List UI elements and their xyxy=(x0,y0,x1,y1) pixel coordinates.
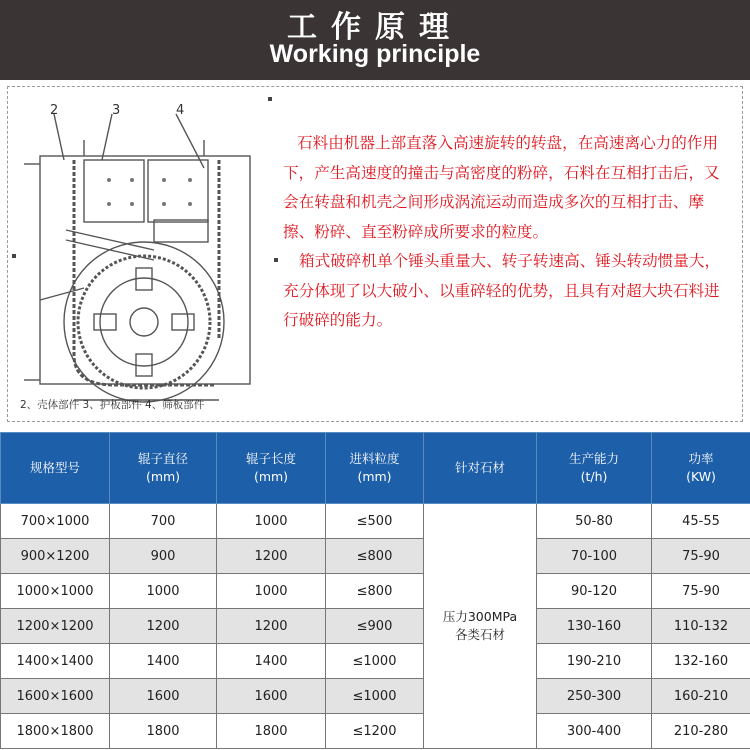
frame-mark xyxy=(274,258,278,262)
description-paragraph-2: 箱式破碎机单个锤头重量大、转子转速高、锤头转动惯量大，充分体现了以大破小、以重碎轻的优势，且具有对超大块石料进行破碎的能力。 xyxy=(283,252,721,329)
table-row xyxy=(1,644,750,679)
header-power: 功率 (KW) xyxy=(652,433,750,504)
cell-diameter: 1000 xyxy=(110,574,217,609)
cell-diameter: 700 xyxy=(110,504,217,539)
header-feed-size: 进料粒度 (mm) xyxy=(326,433,424,504)
cell-power: 45-55 xyxy=(652,504,750,539)
cell-target-stone: 压力300MPa 各类石材 xyxy=(424,504,537,749)
cell-power: 110-132 xyxy=(652,609,750,644)
header-target-stone: 针对石材 xyxy=(424,433,537,504)
cell-power: 210-280 xyxy=(652,714,750,749)
cell-feed: ≤800 xyxy=(326,574,424,609)
diagram-caption: 2、壳体部件 3、护板部件 4、筛板部件 xyxy=(20,399,205,411)
crusher-diagram xyxy=(14,100,262,415)
table-header-row xyxy=(1,433,750,504)
header-model: 规格型号 xyxy=(1,433,110,504)
cell-model: 1400×1400 xyxy=(1,644,110,679)
page-header xyxy=(0,0,750,80)
table-row xyxy=(1,679,750,714)
table-row xyxy=(1,504,750,539)
cell-diameter: 900 xyxy=(110,539,217,574)
cell-model: 1200×1200 xyxy=(1,609,110,644)
cell-feed: ≤800 xyxy=(326,539,424,574)
header-roller-diameter: 辊子直径 (mm) xyxy=(110,433,217,504)
cell-length: 1600 xyxy=(217,679,326,714)
cell-feed: ≤1200 xyxy=(326,714,424,749)
cell-capacity: 130-160 xyxy=(537,609,652,644)
cell-power: 132-160 xyxy=(652,644,750,679)
cell-power: 75-90 xyxy=(652,539,750,574)
table-row xyxy=(1,714,750,749)
cell-capacity: 70-100 xyxy=(537,539,652,574)
callout-4: 4 xyxy=(176,103,185,118)
callout-2: 2 xyxy=(50,103,59,118)
cell-diameter: 1400 xyxy=(110,644,217,679)
header-capacity: 生产能力 (t/h) xyxy=(537,433,652,504)
cell-diameter: 1200 xyxy=(110,609,217,644)
cell-model: 1800×1800 xyxy=(1,714,110,749)
cell-capacity: 190-210 xyxy=(537,644,652,679)
cell-power: 160-210 xyxy=(652,679,750,714)
cell-capacity: 50-80 xyxy=(537,504,652,539)
cell-feed: ≤1000 xyxy=(326,644,424,679)
title-english: Working principle xyxy=(269,40,481,68)
cell-length: 1800 xyxy=(217,714,326,749)
cell-length: 1400 xyxy=(217,644,326,679)
table-row xyxy=(1,539,750,574)
cell-feed: ≤500 xyxy=(326,504,424,539)
header-roller-length: 辊子长度 (mm) xyxy=(217,433,326,504)
callout-3: 3 xyxy=(112,103,121,118)
cell-model: 1000×1000 xyxy=(1,574,110,609)
cell-length: 1200 xyxy=(217,609,326,644)
cell-model: 900×1200 xyxy=(1,539,110,574)
description-paragraph-1: 石料由机器上部直落入高速旋转的转盘，在高速离心力的作用下，产生高速度的撞击与高密度的粉碎，石料在互相打击后，又会在转盘和机壳之间形成涡流运动而造成多次的互相打击、摩擦、粉碎、直至粉碎成所要求的粒度。 xyxy=(283,134,720,241)
specification-table xyxy=(0,432,750,749)
cell-feed: ≤1000 xyxy=(326,679,424,714)
cell-capacity: 300-400 xyxy=(537,714,652,749)
cell-capacity: 250-300 xyxy=(537,679,652,714)
cell-diameter: 1800 xyxy=(110,714,217,749)
table-row xyxy=(1,574,750,609)
cell-diameter: 1600 xyxy=(110,679,217,714)
frame-mark xyxy=(268,97,272,101)
cell-power: 75-90 xyxy=(652,574,750,609)
cell-length: 1000 xyxy=(217,574,326,609)
cell-capacity: 90-120 xyxy=(537,574,652,609)
table-row xyxy=(1,609,750,644)
cell-model: 1600×1600 xyxy=(1,679,110,714)
principle-description xyxy=(283,129,735,336)
cell-feed: ≤900 xyxy=(326,609,424,644)
cell-model: 700×1000 xyxy=(1,504,110,539)
cell-length: 1200 xyxy=(217,539,326,574)
title-chinese: 工作原理 xyxy=(287,10,463,45)
cell-length: 1000 xyxy=(217,504,326,539)
